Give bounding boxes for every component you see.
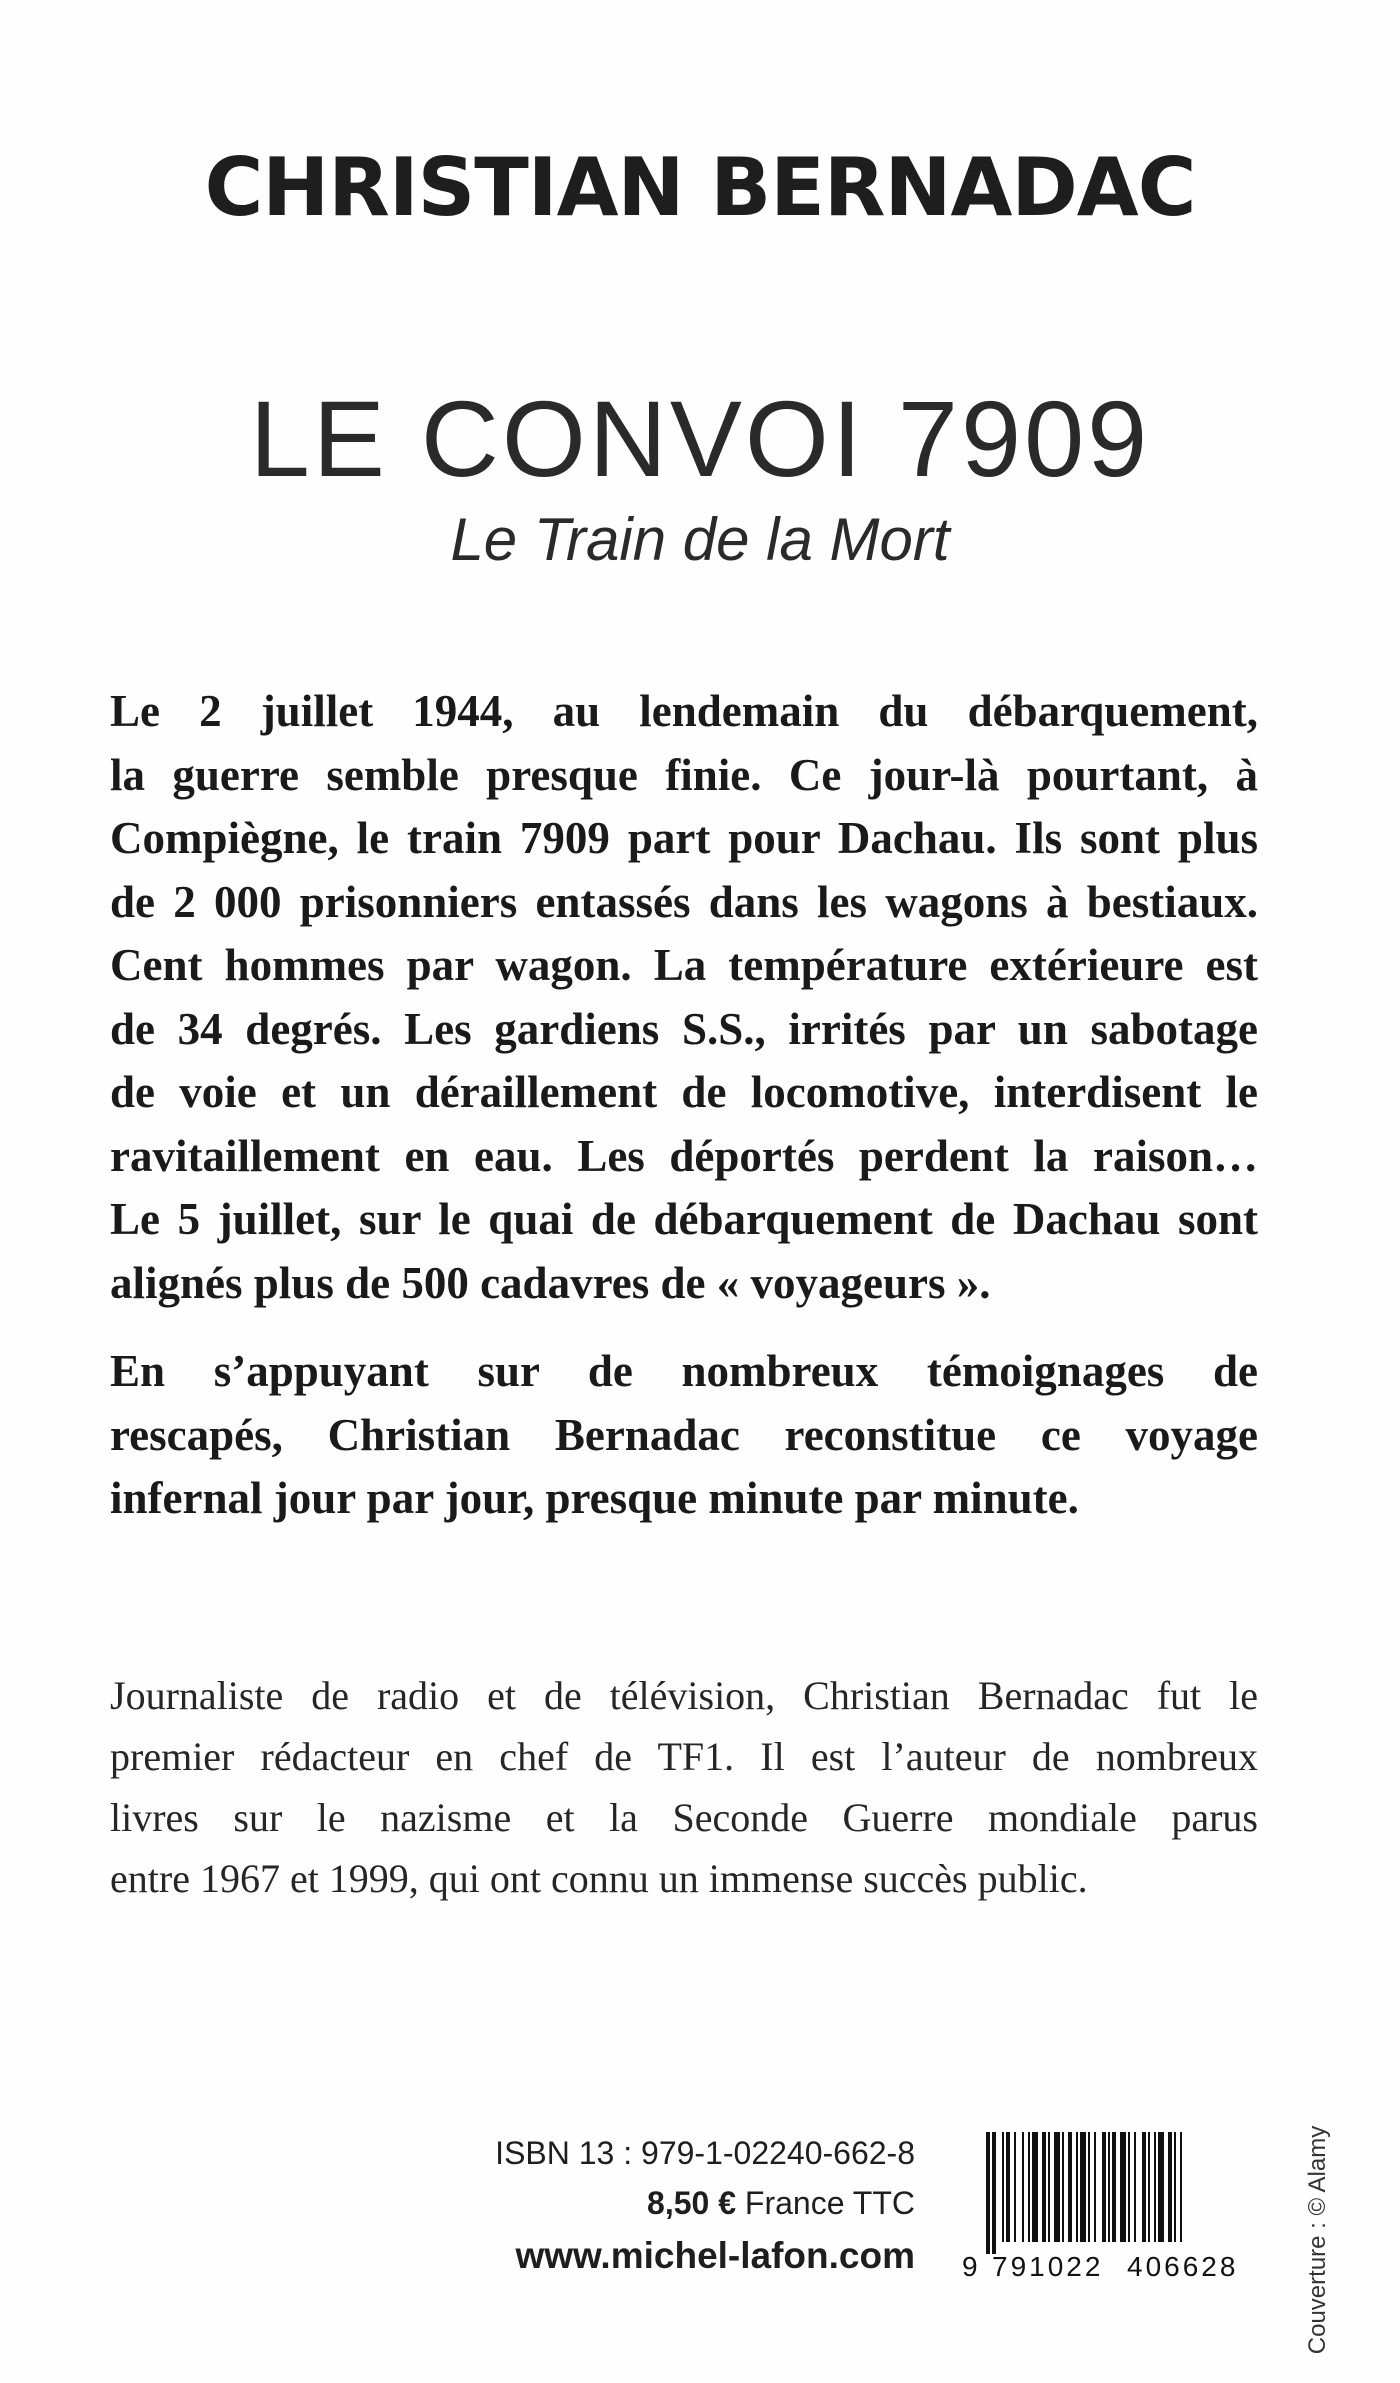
blurb-line: Compiègne, le train 7909 part pour Dachau. Ils sont plus (110, 813, 1258, 863)
barcode-bar (1028, 2132, 1030, 2242)
bio-line: livres sur le nazisme et la Seconde Guerre mondiale parus (110, 1795, 1258, 1840)
barcode-bar (1002, 2132, 1004, 2242)
barcode-bar (1102, 2132, 1106, 2242)
barcode-bar (1068, 2132, 1072, 2242)
barcode-bar (1158, 2132, 1164, 2242)
blurb-line: la guerre semble presque finie. Ce jour-là pourtant, à (110, 749, 1258, 800)
author-name: CHRISTIAN BERNADAC (204, 141, 1196, 234)
blurb-paragraph-2 (110, 1340, 1258, 1531)
author-bio (110, 1665, 1258, 1909)
barcode-digits-right: 406628 (1127, 2251, 1239, 2280)
barcode-bar (1014, 2132, 1016, 2242)
price-amount: 8,50 € (647, 2185, 736, 2221)
barcode-bar (1154, 2132, 1156, 2242)
barcode-graphic (960, 2130, 1260, 2280)
barcode-bar (1128, 2132, 1130, 2242)
price-suffix: France TTC (736, 2185, 915, 2221)
barcode-bar (1054, 2132, 1060, 2242)
barcode-bar (1120, 2132, 1126, 2242)
barcode-bar (1174, 2132, 1176, 2242)
barcode-bar (1042, 2132, 1046, 2242)
barcode-bar (1142, 2132, 1146, 2242)
barcode-bar (1094, 2132, 1096, 2242)
blurb-line: Le 5 juillet, sur le quai de débarquement de Dachau sont (110, 1194, 1258, 1244)
price (495, 2178, 915, 2228)
barcode-bar (1062, 2132, 1064, 2242)
blurb-paragraph-1 (110, 680, 1258, 1315)
barcode-bar (1022, 2132, 1024, 2242)
barcode-bar (1148, 2132, 1150, 2242)
barcode-bar (1134, 2132, 1136, 2242)
book-title: LE CONVOI 7909 (249, 378, 1151, 499)
barcode-bar (1006, 2132, 1010, 2242)
bio-line: Journaliste de radio et de télévision, Christian Bernadac fut le (110, 1673, 1258, 1718)
barcode-bar (1112, 2132, 1116, 2242)
blurb-line: Cent hommes par wagon. La température extérieure est (110, 940, 1258, 990)
barcode-bar (1076, 2132, 1078, 2242)
blurb-line: infernal jour par jour, presque minute par minute. (110, 1473, 1079, 1523)
barcode-bar (986, 2132, 990, 2254)
blurb-line: ravitaillement en eau. Les déportés perdent la raison… (110, 1130, 1258, 1181)
bio-line: entre 1967 et 1999, qui ont connu un immense succès public. (110, 1856, 1088, 1901)
barcode-bar (1088, 2132, 1090, 2242)
barcode-bar (1048, 2132, 1050, 2242)
book-subtitle: Le Train de la Mort (450, 506, 950, 573)
barcode-bar (1080, 2132, 1086, 2242)
barcode-bar (1108, 2132, 1110, 2242)
isbn-barcode (960, 2130, 1260, 2280)
isbn-number: ISBN 13 : 979-1-02240-662-8 (495, 2135, 915, 2171)
blurb-line: de 2 000 prisonniers entassés dans les wagons à bestiaux. (110, 876, 1258, 927)
blurb-line: Le 2 juillet 1944, au lendemain du débarquement, (110, 686, 1258, 736)
barcode-digit-first: 9 (962, 2251, 978, 2280)
blurb-line: rescapés, Christian Bernadac reconstitue ce voyage (110, 1409, 1258, 1460)
barcode-digits-left: 791022 (992, 2251, 1104, 2280)
publication-info (495, 2128, 915, 2284)
barcode-bar (1032, 2132, 1038, 2242)
barcode-bar (1180, 2132, 1182, 2242)
blurb-line: En s’appuyant sur de nombreux témoignages de (110, 1346, 1258, 1396)
cover-credit-text: Couverture : © Alamy (1304, 2125, 1331, 2355)
barcode-bar (992, 2132, 996, 2254)
publisher-website: www.michel-lafon.com (515, 2235, 915, 2276)
barcode-bar (1168, 2132, 1172, 2242)
blurb-line: de voie et un déraillement de locomotive, interdisent le (110, 1067, 1258, 1117)
blurb-line: alignés plus de 500 cadavres de « voyageurs ». (110, 1257, 991, 1308)
blurb-line: de 34 degrés. Les gardiens S.S., irrités par un sabotage (110, 1003, 1258, 1054)
bio-line: premier rédacteur en chef de TF1. Il est l’auteur de nombreux (110, 1734, 1258, 1779)
